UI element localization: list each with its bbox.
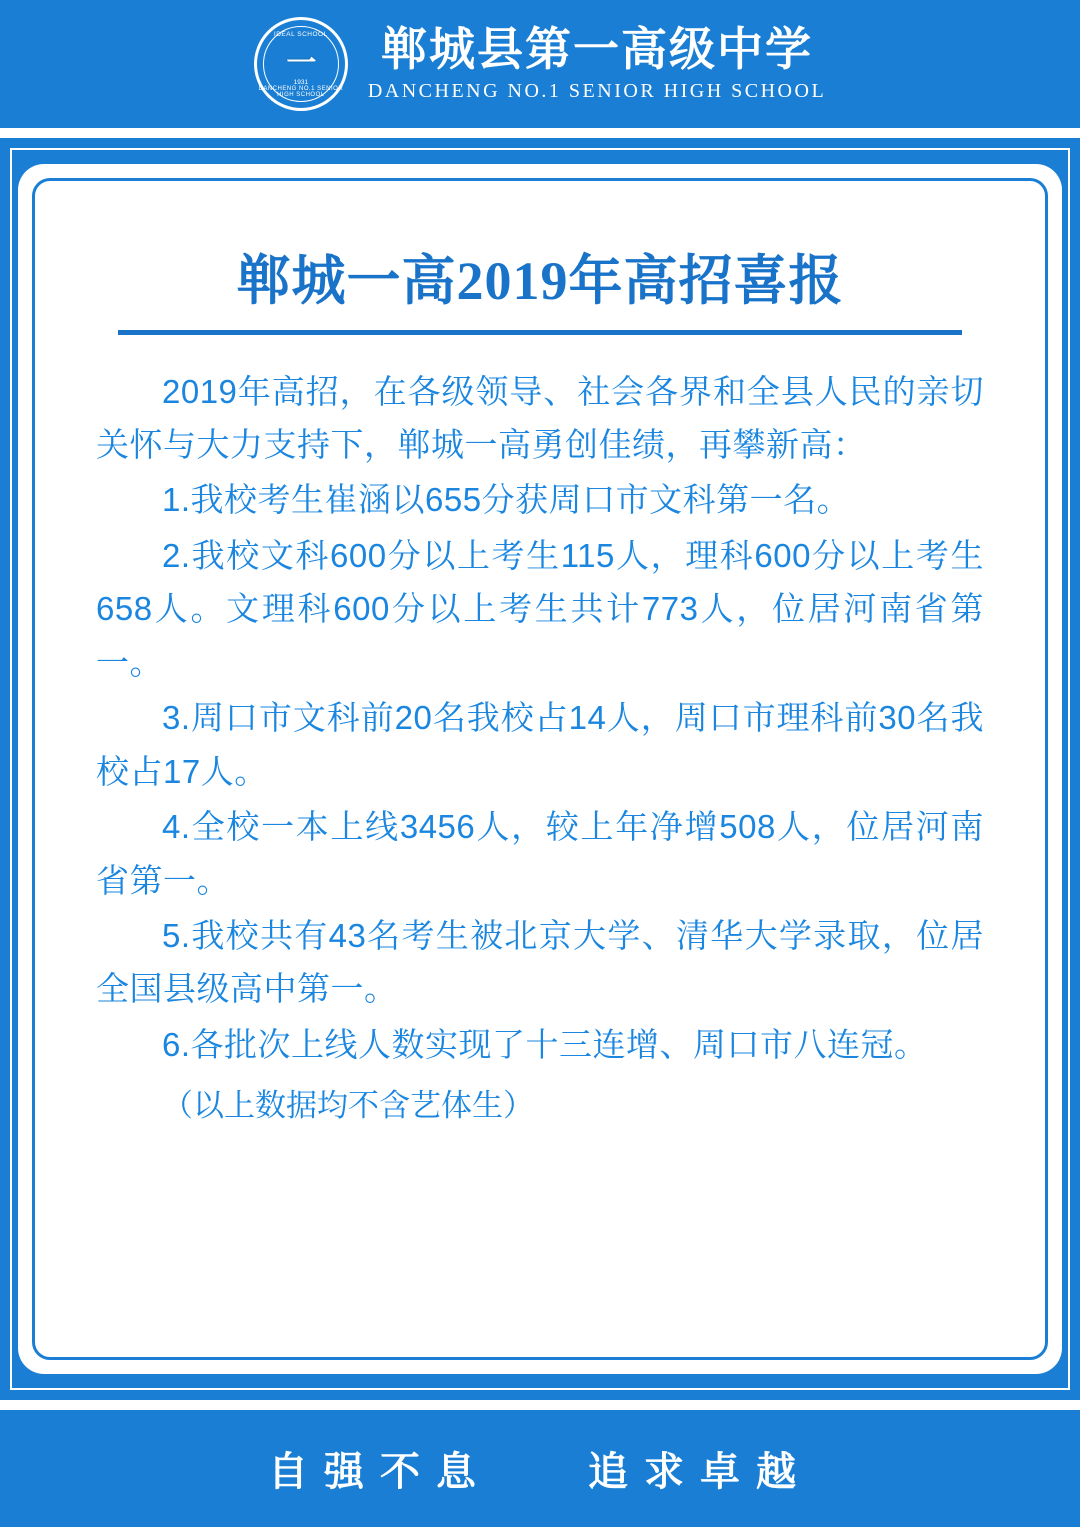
crest-year-text: 1931 (293, 79, 309, 86)
list-item: 2.我校文科600分以上考生115人，理科600分以上考生658人。文理科600分以上考生共计773人，位居河南省第一。 (96, 536, 984, 681)
motto-right: 追求卓越 (588, 1449, 812, 1494)
motto-left: 自强不息 (268, 1449, 492, 1494)
content-card (18, 164, 1062, 1374)
page-footer (0, 1410, 1080, 1527)
list-item: 1.我校考生崔涵以655分获周口市文科第一名。 (162, 481, 851, 519)
list-item: 6.各批次上线人数实现了十三连增、周口市八连冠。 (162, 1025, 928, 1063)
title-underline (118, 330, 962, 335)
crest-bottom-text: DANCHENG NO.1 SENIOR HIGH SCHOOL (258, 86, 344, 98)
page-header (0, 0, 1080, 128)
school-name-chinese: 郸城县第一高级中学 (381, 24, 813, 76)
intro-paragraph: 2019年高招，在各级领导、社会各界和全县人民的亲切关怀与大力支持下，郸城一高勇创佳绩，再攀新高： (96, 372, 984, 463)
crest-core-text: 一 (286, 47, 316, 80)
header-divider (0, 128, 1080, 138)
footer-divider (0, 1400, 1080, 1410)
body-blue-frame (0, 138, 1080, 1400)
list-item: 3.周口市文科前20名我校占14人，周口市理科前30名我校占17人。 (96, 699, 984, 790)
list-item: 5.我校共有43名考生被北京大学、清华大学录取，位居全国县级高中第一。 (96, 917, 984, 1008)
school-name-english: DANCHENG NO.1 SENIOR HIGH SCHOOL (367, 79, 827, 102)
content-card-inner (72, 204, 1008, 1131)
school-crest-icon (254, 17, 348, 111)
school-name-block (368, 25, 826, 103)
footnote: （以上数据均不含艺体生） (162, 1088, 534, 1124)
header-identity (254, 17, 826, 111)
list-item: 4.全校一本上线3456人，较上年净增508人，位居河南省第一。 (96, 808, 984, 899)
crest-top-text: IDEAL SCHOOL (273, 31, 328, 38)
page-title: 郸城一高2019年高招喜报 (236, 251, 844, 311)
